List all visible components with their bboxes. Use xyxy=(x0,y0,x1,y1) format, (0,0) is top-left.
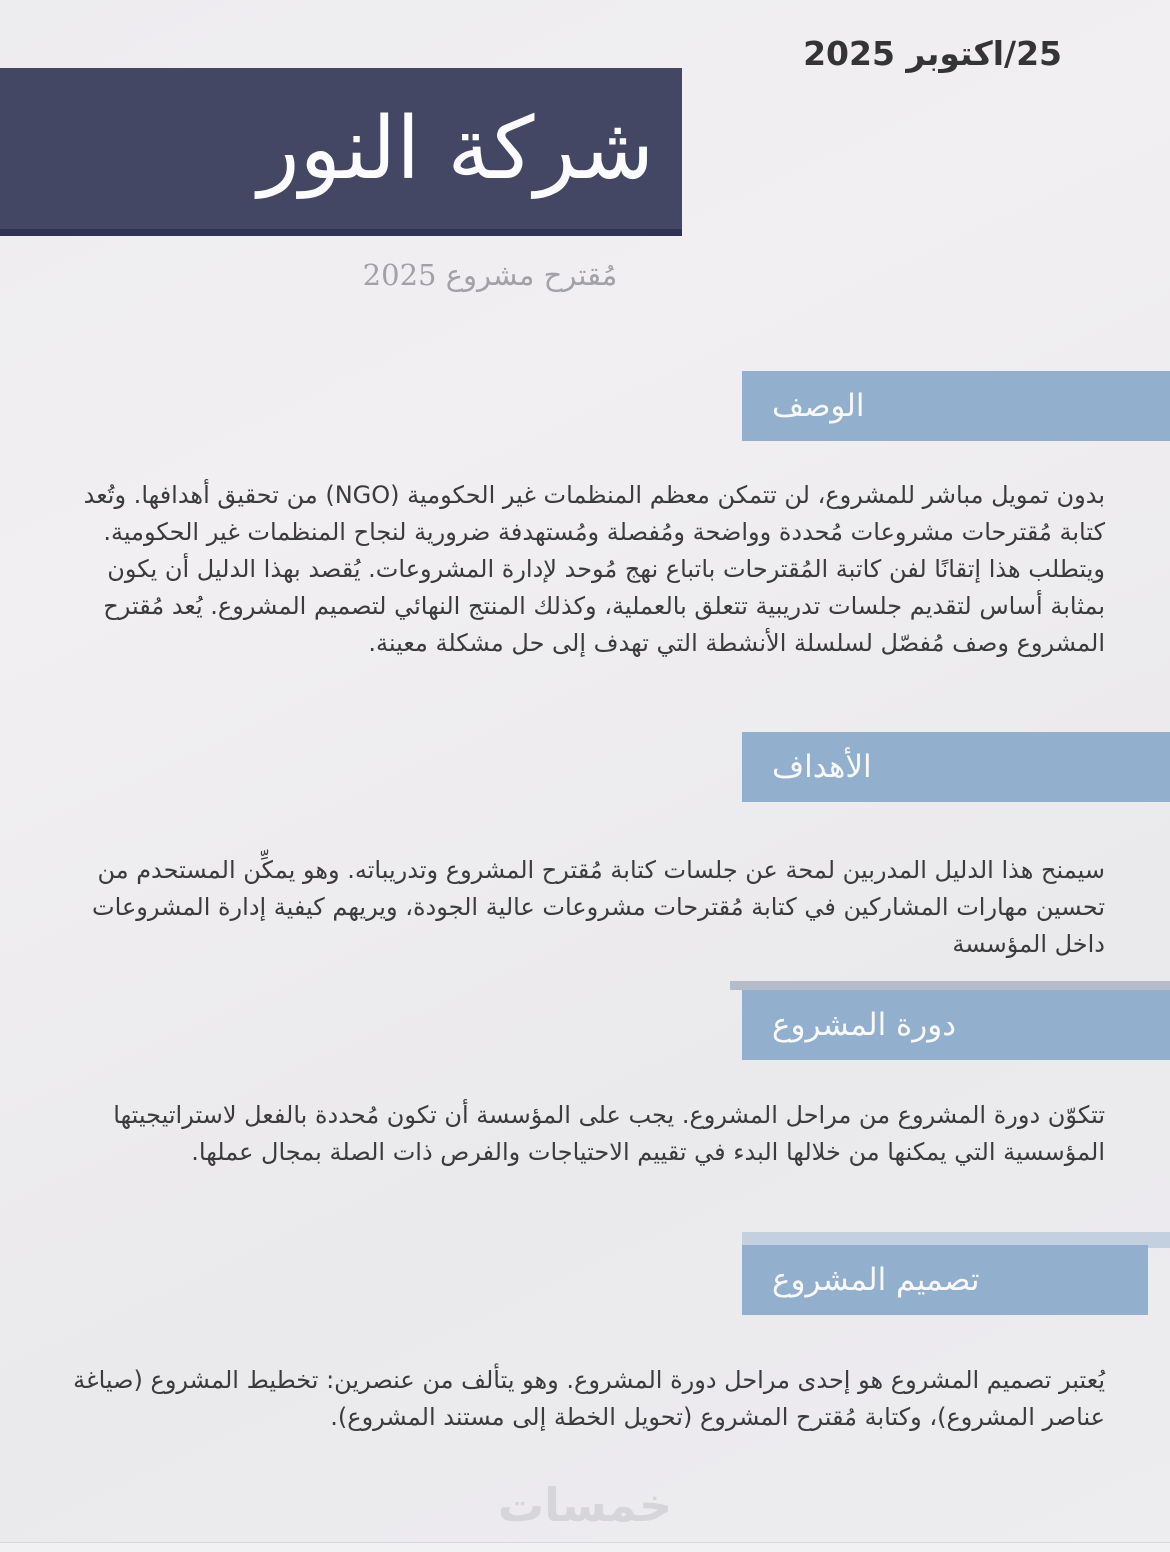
section-objectives-body: سيمنح هذا الدليل المدربين لمحة عن جلسات كتابة مُقترح المشروع وتدريباته. وهو يمكِّن المستحدم من تحسين مهارات المشاركين في كتابة مُقترحات مشروعات عالية الجودة، ويريهم كيفية إدارة المشروعات داخل المؤسسة xyxy=(92,856,1105,958)
section-project-design-title: تصميم المشروع xyxy=(772,1262,980,1298)
company-banner xyxy=(0,68,682,236)
section-objectives-header xyxy=(742,732,1170,802)
section-project-cycle-header xyxy=(742,990,1170,1060)
khamsat-watermark: خمسات xyxy=(497,1478,673,1532)
section-project-cycle-title: دورة المشروع xyxy=(772,1007,957,1043)
section-description-header xyxy=(742,371,1170,441)
section-project-cycle-body: تتكوّن دورة المشروع من مراحل المشروع. يجب على المؤسسة أن تكون مُحددة بالفعل لاستراتيجيتها المؤسسية التي يمكنها من خلالها البدء في تقييم الاحتياجات والفرص ذات الصلة بمجال عملها. xyxy=(113,1101,1105,1166)
document-subtitle: مُقترح مشروع 2025 xyxy=(362,258,618,292)
document-date: 25/اكتوبر 2025 xyxy=(803,34,1062,73)
section-project-design-header xyxy=(742,1245,1148,1315)
section-project-cycle-shadow xyxy=(730,981,1170,990)
page-bottom-edge xyxy=(0,1542,1170,1552)
section-project-design-body: يُعتبر تصميم المشروع هو إحدى مراحل دورة المشروع. وهو يتألف من عنصرين: تخطيط المشروع (صياغة عناصر المشروع)، وكتابة مُقترح المشروع (تحويل الخطة إلى مستند المشروع). xyxy=(73,1366,1105,1431)
section-description-title: الوصف xyxy=(772,388,865,424)
section-objectives-title: الأهداف xyxy=(772,749,872,785)
section-description-body: بدون تمويل مباشر للمشروع، لن تتمكن معظم المنظمات غير الحكومية (NGO) من تحقيق أهدافها. وتُعد كتابة مُقترحات مشروعات مُحددة وواضحة ومُفصلة ومُستهدفة ضرورية لنجاح المنظمات غير الحكومية. ويتطلب هذا إتقانًا لفن كاتبة المُقترحات باتباع نهج مُوحد لإدارة المشروعات. يُقصد بهذا الدليل أن يكون بمثابة أساس لتقديم جلسات تدريبية تتعلق بالعملية، وكذلك المنتج النهائي لتصميم المشروع. يُعد مُقترح المشروع وصف مُفصّل لسلسلة الأنشطة التي تهدف إلى حل مشكلة معينة. xyxy=(83,481,1105,657)
company-name: شركة النور xyxy=(258,98,654,199)
